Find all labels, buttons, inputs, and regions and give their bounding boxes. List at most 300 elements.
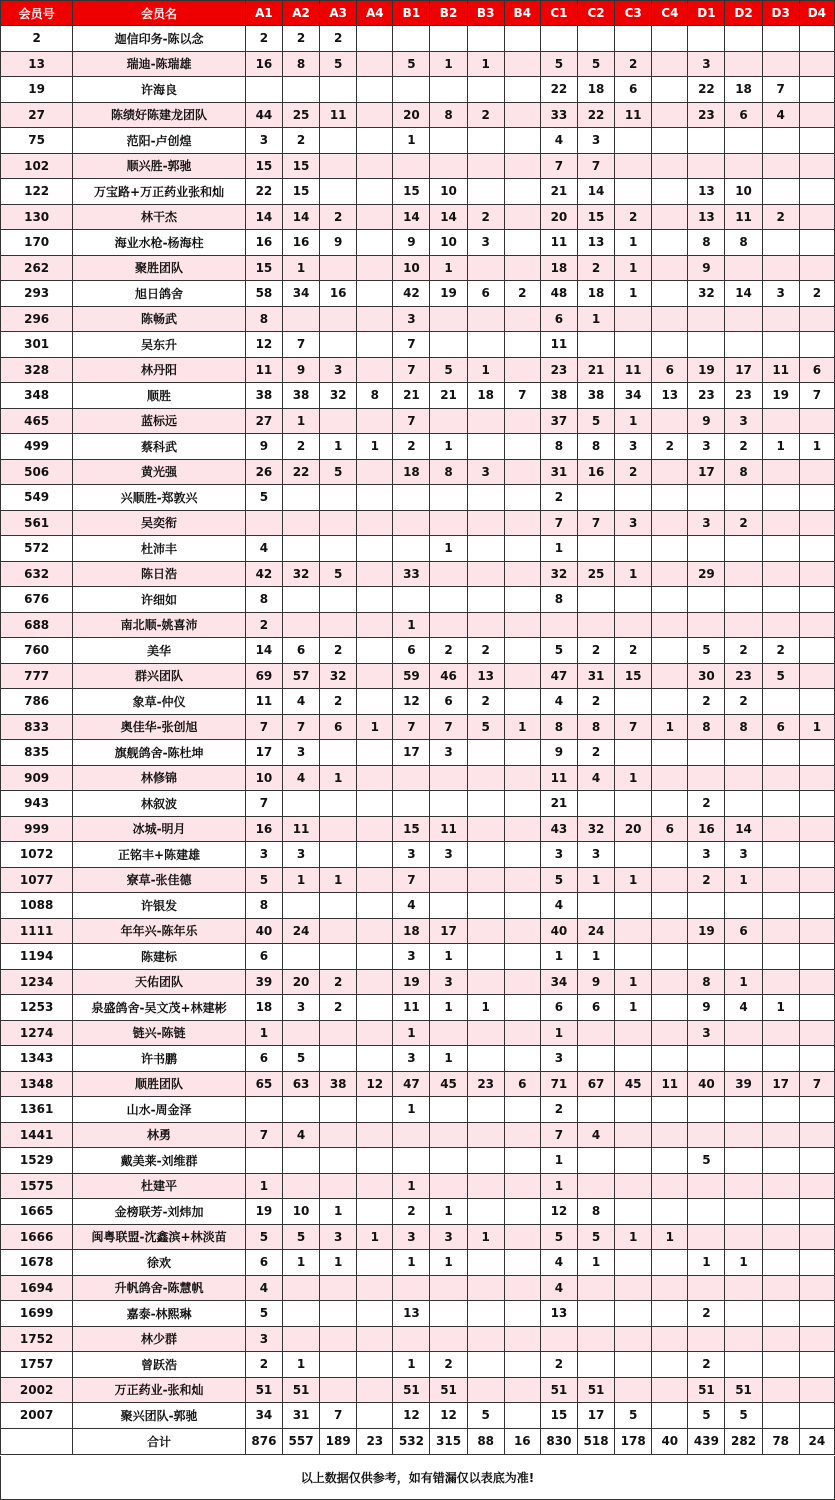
score-cell — [430, 408, 467, 434]
total-value-cell: 88 — [467, 1428, 504, 1454]
score-cell: 6 — [245, 1250, 282, 1276]
score-cell: 2 — [577, 740, 614, 766]
score-cell — [615, 536, 652, 562]
score-cell: 2 — [282, 434, 319, 460]
score-cell: 37 — [540, 408, 577, 434]
column-header: C2 — [577, 1, 614, 26]
score-cell: 16 — [282, 230, 319, 256]
member-id-cell: 777 — [1, 663, 73, 689]
table-row — [1, 918, 835, 944]
score-cell: 8 — [430, 459, 467, 485]
score-cell — [357, 77, 393, 103]
member-name-cell: 美华 — [73, 638, 246, 664]
score-cell: 31 — [282, 1403, 319, 1429]
score-cell — [577, 485, 614, 511]
score-cell — [688, 765, 725, 791]
score-cell: 11 — [282, 816, 319, 842]
score-cell: 16 — [320, 281, 357, 307]
score-cell — [652, 306, 688, 332]
score-cell — [357, 510, 393, 536]
score-cell: 34 — [282, 281, 319, 307]
score-cell — [504, 995, 540, 1021]
score-cell — [725, 1301, 762, 1327]
score-cell: 11 — [393, 995, 430, 1021]
score-cell: 30 — [688, 663, 725, 689]
member-id-cell: 506 — [1, 459, 73, 485]
score-cell: 39 — [245, 969, 282, 995]
score-cell — [504, 612, 540, 638]
score-cell — [652, 587, 688, 613]
score-cell: 33 — [393, 561, 430, 587]
score-cell: 15 — [393, 179, 430, 205]
score-cell — [652, 765, 688, 791]
score-cell — [762, 740, 799, 766]
score-cell: 3 — [688, 842, 725, 868]
score-cell — [357, 765, 393, 791]
score-cell — [615, 1046, 652, 1072]
score-cell: 1 — [577, 306, 614, 332]
score-cell: 5 — [688, 638, 725, 664]
score-cell: 19 — [393, 969, 430, 995]
score-cell — [430, 1122, 467, 1148]
score-cell — [762, 255, 799, 281]
score-cell: 1 — [762, 434, 799, 460]
score-cell — [467, 1377, 504, 1403]
score-cell: 22 — [688, 77, 725, 103]
score-cell: 6 — [577, 995, 614, 1021]
score-cell — [357, 1199, 393, 1225]
score-cell — [504, 944, 540, 970]
column-header: B2 — [430, 1, 467, 26]
score-cell — [652, 128, 688, 154]
score-cell — [577, 1173, 614, 1199]
score-cell — [504, 357, 540, 383]
score-cell — [577, 1046, 614, 1072]
member-name-cell: 陈建标 — [73, 944, 246, 970]
score-cell — [725, 51, 762, 77]
score-cell — [357, 842, 393, 868]
score-cell: 8 — [540, 587, 577, 613]
score-cell: 51 — [393, 1377, 430, 1403]
score-cell — [357, 26, 393, 52]
score-cell: 14 — [725, 816, 762, 842]
score-cell — [799, 561, 834, 587]
score-cell — [688, 332, 725, 358]
score-cell — [430, 765, 467, 791]
score-cell — [467, 612, 504, 638]
member-name-cell: 杜沛丰 — [73, 536, 246, 562]
table-row — [1, 842, 835, 868]
score-cell: 1 — [725, 969, 762, 995]
member-id-cell: 19 — [1, 77, 73, 103]
member-name-cell: 万正药业-张和灿 — [73, 1377, 246, 1403]
member-name-cell: 旗舰鸽舍-陈杜坤 — [73, 740, 246, 766]
member-id-cell: 1348 — [1, 1071, 73, 1097]
score-cell: 7 — [393, 714, 430, 740]
score-cell: 6 — [615, 77, 652, 103]
score-cell: 2 — [577, 255, 614, 281]
score-cell — [762, 1122, 799, 1148]
score-cell: 4 — [725, 995, 762, 1021]
score-cell — [357, 1122, 393, 1148]
score-cell — [652, 1020, 688, 1046]
score-cell: 59 — [393, 663, 430, 689]
table-row — [1, 26, 835, 52]
table-row — [1, 204, 835, 230]
score-cell — [799, 1148, 834, 1174]
table-row — [1, 714, 835, 740]
score-cell — [615, 332, 652, 358]
score-cell: 2 — [725, 689, 762, 715]
member-id-cell: 549 — [1, 485, 73, 511]
table-row — [1, 638, 835, 664]
score-cell: 6 — [245, 944, 282, 970]
score-cell — [320, 791, 357, 817]
score-cell: 19 — [688, 918, 725, 944]
score-cell — [762, 969, 799, 995]
score-cell: 34 — [615, 383, 652, 409]
score-cell: 7 — [393, 867, 430, 893]
score-cell: 7 — [577, 153, 614, 179]
score-cell — [688, 1122, 725, 1148]
score-cell: 1 — [282, 1352, 319, 1378]
score-cell: 1 — [615, 230, 652, 256]
score-cell — [762, 459, 799, 485]
score-cell — [430, 485, 467, 511]
score-cell — [725, 128, 762, 154]
score-cell — [282, 485, 319, 511]
score-cell: 1 — [615, 408, 652, 434]
score-cell: 3 — [577, 128, 614, 154]
score-cell — [357, 1301, 393, 1327]
score-cell — [652, 1046, 688, 1072]
score-cell — [652, 332, 688, 358]
member-id-cell: 2007 — [1, 1403, 73, 1429]
score-cell — [577, 587, 614, 613]
score-cell: 6 — [540, 995, 577, 1021]
score-cell — [725, 765, 762, 791]
member-id-cell: 75 — [1, 128, 73, 154]
score-cell: 15 — [245, 255, 282, 281]
score-cell: 4 — [762, 102, 799, 128]
score-cell — [393, 1122, 430, 1148]
member-name-cell: 曾跃浩 — [73, 1352, 246, 1378]
score-cell — [688, 128, 725, 154]
score-cell — [725, 1352, 762, 1378]
score-cell — [467, 128, 504, 154]
score-cell — [615, 1097, 652, 1123]
score-cell: 6 — [504, 1071, 540, 1097]
score-cell — [357, 1352, 393, 1378]
member-id-cell: 1699 — [1, 1301, 73, 1327]
score-cell — [320, 306, 357, 332]
score-cell: 8 — [357, 383, 393, 409]
score-cell: 8 — [688, 969, 725, 995]
score-cell — [357, 179, 393, 205]
table-row — [1, 230, 835, 256]
score-cell: 3 — [245, 1326, 282, 1352]
score-cell: 6 — [467, 281, 504, 307]
score-cell: 8 — [577, 434, 614, 460]
score-cell — [799, 1250, 834, 1276]
score-cell: 10 — [430, 179, 467, 205]
table-row — [1, 1301, 835, 1327]
score-cell — [762, 1326, 799, 1352]
score-cell — [799, 740, 834, 766]
score-cell — [467, 791, 504, 817]
member-id-cell: 1274 — [1, 1020, 73, 1046]
score-cell: 3 — [430, 842, 467, 868]
score-cell: 1 — [652, 714, 688, 740]
score-cell: 22 — [577, 102, 614, 128]
score-cell: 17 — [762, 1071, 799, 1097]
score-cell: 20 — [615, 816, 652, 842]
score-cell — [652, 1250, 688, 1276]
score-cell: 11 — [245, 357, 282, 383]
total-value-cell: 315 — [430, 1428, 467, 1454]
score-cell — [467, 1097, 504, 1123]
score-cell — [652, 893, 688, 919]
score-cell — [357, 306, 393, 332]
score-cell — [799, 587, 834, 613]
score-cell — [357, 1377, 393, 1403]
score-cell: 5 — [245, 485, 282, 511]
score-cell — [504, 1173, 540, 1199]
column-header: B3 — [467, 1, 504, 26]
score-cell: 2 — [245, 26, 282, 52]
score-cell — [652, 26, 688, 52]
table-row — [1, 740, 835, 766]
score-cell: 11 — [615, 102, 652, 128]
score-cell: 8 — [540, 434, 577, 460]
score-cell: 7 — [282, 332, 319, 358]
score-cell: 2 — [725, 638, 762, 664]
score-cell — [762, 587, 799, 613]
score-cell: 6 — [245, 1046, 282, 1072]
score-cell: 7 — [799, 1071, 834, 1097]
score-cell: 5 — [282, 1046, 319, 1072]
score-cell: 26 — [245, 459, 282, 485]
table-row — [1, 561, 835, 587]
score-cell — [799, 689, 834, 715]
score-cell: 2 — [282, 26, 319, 52]
score-cell — [467, 485, 504, 511]
score-cell — [652, 612, 688, 638]
member-id-cell: 1077 — [1, 867, 73, 893]
score-cell — [393, 587, 430, 613]
member-id-cell: 13 — [1, 51, 73, 77]
score-cell — [320, 77, 357, 103]
score-cell: 1 — [430, 255, 467, 281]
score-cell — [357, 485, 393, 511]
score-cell: 2 — [467, 102, 504, 128]
score-cell — [357, 281, 393, 307]
table-row — [1, 1352, 835, 1378]
member-id-cell: 909 — [1, 765, 73, 791]
score-cell — [577, 536, 614, 562]
score-cell: 12 — [393, 689, 430, 715]
score-cell: 19 — [430, 281, 467, 307]
score-cell: 1 — [282, 408, 319, 434]
member-id-cell: 296 — [1, 306, 73, 332]
score-cell: 1 — [504, 714, 540, 740]
table-row — [1, 1097, 835, 1123]
score-cell — [615, 1275, 652, 1301]
score-cell: 14 — [577, 179, 614, 205]
score-cell — [282, 1020, 319, 1046]
score-cell — [615, 689, 652, 715]
member-name-cell: 林干杰 — [73, 204, 246, 230]
score-cell: 1 — [615, 867, 652, 893]
score-cell: 4 — [282, 765, 319, 791]
score-cell — [282, 1301, 319, 1327]
score-cell — [430, 153, 467, 179]
member-name-cell: 陈畅武 — [73, 306, 246, 332]
score-cell — [357, 1148, 393, 1174]
score-cell — [652, 944, 688, 970]
score-cell — [762, 408, 799, 434]
score-cell — [762, 1224, 799, 1250]
score-cell: 2 — [430, 638, 467, 664]
score-cell: 1 — [540, 1173, 577, 1199]
score-cell: 2 — [320, 995, 357, 1021]
member-id-cell: 632 — [1, 561, 73, 587]
score-cell — [799, 536, 834, 562]
score-cell: 8 — [245, 587, 282, 613]
score-cell — [504, 408, 540, 434]
member-name-cell: 林少群 — [73, 1326, 246, 1352]
score-cell: 8 — [577, 714, 614, 740]
score-cell — [652, 638, 688, 664]
score-cell: 1 — [393, 1173, 430, 1199]
score-cell — [577, 612, 614, 638]
score-cell: 8 — [688, 714, 725, 740]
score-cell: 2 — [688, 689, 725, 715]
score-cell: 33 — [540, 102, 577, 128]
score-cell: 2 — [393, 1199, 430, 1225]
table-row — [1, 153, 835, 179]
score-cell: 32 — [540, 561, 577, 587]
score-cell — [467, 765, 504, 791]
score-cell — [799, 893, 834, 919]
score-cell — [652, 867, 688, 893]
score-cell — [357, 867, 393, 893]
table-body — [1, 26, 835, 1429]
score-cell: 6 — [652, 357, 688, 383]
table-row — [1, 791, 835, 817]
score-cell: 1 — [577, 1250, 614, 1276]
score-cell: 2 — [320, 689, 357, 715]
score-cell: 13 — [467, 663, 504, 689]
score-cell: 7 — [540, 510, 577, 536]
member-id-cell: 786 — [1, 689, 73, 715]
score-cell: 10 — [725, 179, 762, 205]
member-name-cell: 旭日鸽舍 — [73, 281, 246, 307]
score-cell — [320, 1377, 357, 1403]
member-id-cell: 2 — [1, 26, 73, 52]
score-cell — [467, 1352, 504, 1378]
score-cell — [357, 689, 393, 715]
score-cell: 25 — [577, 561, 614, 587]
score-cell — [467, 969, 504, 995]
score-cell — [393, 791, 430, 817]
member-name-cell: 顺胜 — [73, 383, 246, 409]
score-cell: 8 — [725, 459, 762, 485]
score-cell — [504, 1199, 540, 1225]
score-cell: 18 — [393, 459, 430, 485]
score-cell: 2 — [725, 434, 762, 460]
column-header: D4 — [799, 1, 834, 26]
score-cell — [504, 1403, 540, 1429]
score-cell — [504, 1326, 540, 1352]
column-header: D3 — [762, 1, 799, 26]
score-cell — [688, 893, 725, 919]
score-cell: 1 — [652, 1224, 688, 1250]
score-cell: 3 — [245, 842, 282, 868]
score-cell — [615, 1122, 652, 1148]
score-cell: 3 — [615, 510, 652, 536]
score-cell — [393, 1148, 430, 1174]
member-name-cell: 聚兴团队-郭驰 — [73, 1403, 246, 1429]
score-cell — [762, 1148, 799, 1174]
score-cell: 40 — [245, 918, 282, 944]
score-cell: 1 — [577, 944, 614, 970]
score-cell — [652, 969, 688, 995]
score-cell — [504, 230, 540, 256]
score-cell: 3 — [725, 842, 762, 868]
score-cell — [320, 587, 357, 613]
score-cell — [762, 1199, 799, 1225]
score-cell: 1 — [430, 995, 467, 1021]
member-id-cell: 1072 — [1, 842, 73, 868]
score-cell: 2 — [245, 612, 282, 638]
member-id-cell: 2002 — [1, 1377, 73, 1403]
member-id-cell: 835 — [1, 740, 73, 766]
member-name-cell: 象草-仲仪 — [73, 689, 246, 715]
score-cell — [467, 434, 504, 460]
score-cell: 3 — [615, 434, 652, 460]
total-value-cell: 24 — [799, 1428, 834, 1454]
score-cell — [430, 332, 467, 358]
score-cell: 18 — [245, 995, 282, 1021]
score-cell — [799, 485, 834, 511]
score-cell — [615, 740, 652, 766]
score-cell: 19 — [762, 383, 799, 409]
score-cell — [504, 740, 540, 766]
score-cell: 3 — [467, 459, 504, 485]
score-cell: 2 — [762, 638, 799, 664]
score-cell: 46 — [430, 663, 467, 689]
score-cell: 6 — [320, 714, 357, 740]
score-cell: 63 — [282, 1071, 319, 1097]
score-cell — [615, 918, 652, 944]
score-cell — [799, 306, 834, 332]
score-cell — [688, 306, 725, 332]
score-cell — [357, 204, 393, 230]
score-cell: 27 — [245, 408, 282, 434]
score-cell — [762, 918, 799, 944]
table-row — [1, 1046, 835, 1072]
table-row — [1, 612, 835, 638]
score-cell — [688, 612, 725, 638]
score-cell — [615, 1377, 652, 1403]
score-cell: 13 — [688, 204, 725, 230]
score-cell — [467, 867, 504, 893]
score-cell — [357, 459, 393, 485]
score-cell — [799, 842, 834, 868]
score-cell: 21 — [540, 791, 577, 817]
member-id-cell: 943 — [1, 791, 73, 817]
